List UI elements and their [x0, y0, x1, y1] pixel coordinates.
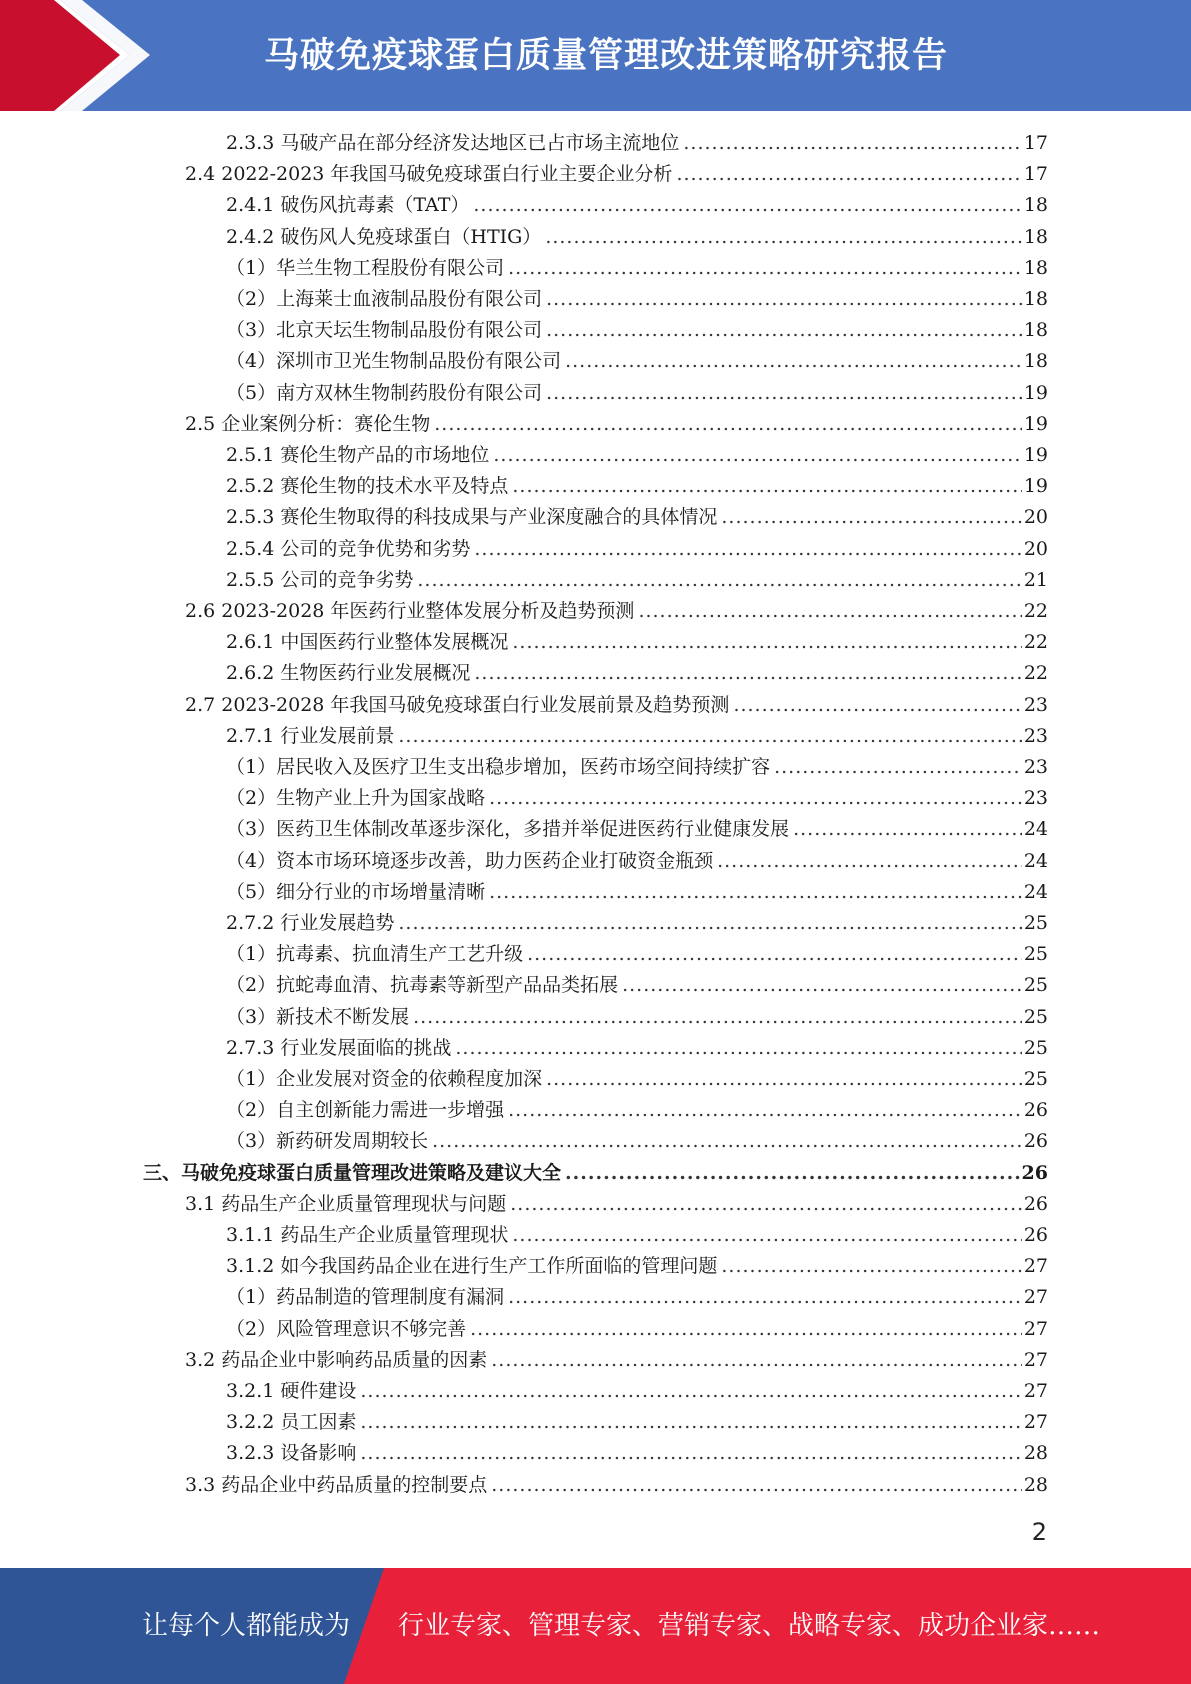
toc-entry[interactable]	[226, 534, 1048, 564]
toc-entry-title: 2.3.3 马破产品在部分经济发达地区已占市场主流地位	[226, 132, 680, 154]
toc-leader-dots	[398, 908, 1021, 938]
toc-entry-title: 2.4 2022-2023 年我国马破免疫球蛋白行业主要企业分析	[185, 163, 673, 186]
toc-entry-title: （2）上海莱士血液制品股份有限公司	[226, 288, 543, 310]
toc-entry-page: 24	[1023, 880, 1048, 903]
toc-entry-title: （5）细分行业的市场增量清晰	[226, 880, 486, 903]
toc-entry[interactable]	[226, 970, 1048, 1000]
toc-entry[interactable]	[185, 409, 1048, 439]
toc-entry-page: 27	[1023, 1255, 1048, 1278]
report-title: 马破免疫球蛋白质量管理改进策略研究报告	[264, 36, 949, 76]
toc-leader-dots	[508, 1095, 1022, 1125]
toc-entry-title: 3.2.2 员工因素	[226, 1411, 357, 1434]
toc-entry-title: 2.6.1 中国医药行业整体发展概况	[226, 631, 509, 654]
page-footer	[0, 1568, 1191, 1684]
toc-leader-dots	[473, 190, 1021, 220]
toc-entry-title: 2.5.4 公司的竞争优势和劣势	[226, 537, 471, 560]
toc-entry[interactable]	[226, 814, 1048, 844]
toc-leader-dots	[546, 315, 1022, 345]
toc-entry-title: 2.7.2 行业发展趋势	[226, 912, 395, 934]
toc-entry[interactable]	[226, 939, 1048, 969]
toc-leader-dots	[489, 783, 1022, 813]
toc-leader-dots	[622, 970, 1022, 1000]
toc-entry[interactable]	[226, 877, 1048, 907]
toc-entry-page: 22	[1023, 600, 1048, 622]
toc-entry-title: 3.1 药品生产企业质量管理现状与问题	[185, 1192, 507, 1215]
toc-entry-page: 20	[1023, 506, 1048, 529]
toc-leader-dots	[565, 1158, 1020, 1188]
toc-leader-dots	[491, 1470, 1022, 1500]
toc-entry-page: 27	[1023, 1348, 1048, 1371]
toc-entry-page: 25	[1023, 1036, 1048, 1059]
toc-entry-page: 18	[1023, 256, 1048, 279]
toc-entry-page: 26	[1023, 1224, 1048, 1246]
toc-entry[interactable]	[226, 1376, 1048, 1406]
toc-leader-dots	[721, 502, 1021, 532]
toc-entry-title: 2.4.1 破伤风抗毒素（TAT）	[226, 194, 470, 217]
toc-leader-dots	[434, 409, 1022, 439]
toc-leader-dots	[512, 627, 1021, 657]
toc-entry-page: 27	[1023, 1411, 1048, 1434]
toc-entry-page: 18	[1023, 225, 1048, 248]
toc-leader-dots	[474, 658, 1021, 688]
toc-entry-page: 18	[1023, 288, 1048, 310]
toc-leader-dots	[432, 1126, 1022, 1156]
toc-entry[interactable]	[226, 1314, 1048, 1344]
toc-entry-page: 19	[1023, 381, 1048, 404]
toc-entry-title: 2.5.2 赛伦生物的技术水平及特点	[226, 475, 509, 498]
toc-entry-title: （1）药品制造的管理制度有漏洞	[226, 1286, 505, 1309]
toc-entry[interactable]	[185, 596, 1048, 626]
toc-entry[interactable]	[226, 222, 1048, 252]
toc-entry-page: 26	[1023, 1130, 1048, 1153]
toc-leader-dots	[546, 284, 1022, 314]
toc-entry[interactable]	[226, 1438, 1048, 1468]
toc-entry-page: 20	[1023, 537, 1048, 560]
toc-entry[interactable]	[185, 159, 1048, 189]
toc-entry[interactable]	[226, 1126, 1048, 1156]
toc-entry-page: 21	[1023, 568, 1048, 591]
toc-leader-dots	[565, 346, 1022, 376]
page-number: 2	[1031, 1518, 1047, 1546]
toc-entry-page: 25	[1023, 1068, 1048, 1090]
toc-entry[interactable]	[185, 1189, 1048, 1219]
toc-leader-dots	[733, 690, 1021, 720]
toc-leader-dots	[512, 471, 1021, 501]
toc-leader-dots	[360, 1407, 1021, 1437]
toc-entry[interactable]	[226, 627, 1048, 657]
toc-entry[interactable]	[226, 128, 1048, 158]
toc-leader-dots	[510, 1189, 1022, 1219]
toc-entry-title: 2.5 企业案例分析：赛伦生物	[185, 412, 431, 435]
toc-entry-title: 2.7.3 行业发展面临的挑战	[226, 1036, 452, 1059]
toc-entry-title: （3）医药卫生体制改革逐步深化，多措并举促进医药行业健康发展	[226, 818, 790, 841]
toc-entry-page: 27	[1023, 1317, 1048, 1340]
toc-entry-title: （1）抗毒素、抗血清生产工艺升级	[226, 943, 524, 966]
toc-entry[interactable]	[226, 190, 1048, 220]
toc-leader-dots	[527, 939, 1022, 969]
toc-entry[interactable]	[185, 690, 1048, 720]
toc-entry-title: 2.7.1 行业发展前景	[226, 724, 395, 747]
toc-entry-page: 25	[1023, 912, 1048, 934]
toc-entry-page: 26	[1023, 1099, 1048, 1122]
toc-entry-title: （2）生物产业上升为国家战略	[226, 787, 486, 810]
toc-entry-page: 28	[1023, 1442, 1048, 1465]
toc-entry-page: 26	[1023, 1192, 1048, 1215]
toc-entry-title: （4）深圳市卫光生物制品股份有限公司	[226, 350, 562, 373]
footer-slogan-right: 行业专家、管理专家、营销专家、战略专家、成功企业家……	[398, 1611, 1101, 1641]
toc-entry-title: 三、马破免疫球蛋白质量管理改进策略及建议大全	[143, 1161, 562, 1184]
toc-entry[interactable]	[226, 783, 1048, 813]
toc-entry[interactable]	[226, 253, 1048, 283]
toc-entry-page: 22	[1023, 631, 1048, 654]
toc-entry-title: 2.5.3 赛伦生物取得的科技成果与产业深度融合的具体情况	[226, 506, 718, 529]
toc-leader-dots	[512, 1220, 1021, 1250]
toc-entry-page: 27	[1023, 1286, 1048, 1309]
toc-entry-title: （2）自主创新能力需进一步增强	[226, 1099, 505, 1122]
toc-entry[interactable]	[226, 378, 1048, 408]
toc-entry-title: 3.3 药品企业中药品质量的控制要点	[185, 1473, 488, 1496]
toc-leader-dots	[417, 565, 1021, 595]
toc-entry[interactable]	[226, 908, 1048, 938]
toc-leader-dots	[793, 814, 1022, 844]
toc-entry-title: 3.2.1 硬件建设	[226, 1380, 357, 1402]
toc-entry-title: （3）新药研发周期较长	[226, 1130, 429, 1153]
toc-entry-page: 19	[1023, 444, 1048, 466]
toc-entry-page: 18	[1023, 350, 1048, 373]
toc-entry[interactable]	[226, 1033, 1048, 1063]
toc-leader-dots	[546, 1064, 1022, 1094]
toc-entry-title: （1）华兰生物工程股份有限公司	[226, 256, 505, 279]
toc-entry[interactable]	[226, 1002, 1048, 1032]
toc-entry[interactable]	[226, 315, 1048, 345]
page-header	[0, 0, 1191, 111]
toc-entry[interactable]	[185, 1470, 1048, 1500]
toc-entry-page: 25	[1023, 943, 1048, 966]
toc-entry-page: 18	[1023, 319, 1048, 342]
toc-entry-title: （1）企业发展对资金的依赖程度加深	[226, 1068, 543, 1090]
toc-entry[interactable]	[226, 1282, 1048, 1312]
toc-entry[interactable]	[226, 502, 1048, 532]
toc-entry[interactable]	[226, 284, 1048, 314]
toc-entry-page: 23	[1023, 756, 1048, 778]
toc-leader-dots	[545, 222, 1022, 252]
toc-entry-title: 3.1.2 如今我国药品企业在进行生产工作所面临的管理问题	[226, 1255, 718, 1278]
toc-entry-title: （2）抗蛇毒血清、抗毒素等新型产品品类拓展	[226, 974, 619, 997]
toc-leader-dots	[491, 1345, 1022, 1375]
toc-leader-dots	[638, 596, 1021, 626]
toc-entry[interactable]	[226, 1220, 1048, 1250]
toc-entry[interactable]	[185, 1345, 1048, 1375]
toc-entry-page: 17	[1023, 163, 1048, 186]
toc-entry-title: 3.2 药品企业中影响药品质量的因素	[185, 1348, 488, 1371]
toc-entry[interactable]	[226, 346, 1048, 376]
toc-leader-dots	[489, 877, 1022, 907]
toc-entry-page: 17	[1023, 132, 1048, 154]
toc-leader-dots	[546, 378, 1022, 408]
toc-leader-dots	[721, 1251, 1021, 1281]
toc-leader-dots	[683, 128, 1021, 158]
toc-leader-dots	[470, 1314, 1022, 1344]
toc-entry-page: 22	[1023, 662, 1048, 685]
toc-entry-page: 24	[1023, 818, 1048, 841]
toc-entry-page: 26	[1021, 1161, 1048, 1184]
toc-entry-title: 2.6 2023-2028 年医药行业整体发展分析及趋势预测	[185, 600, 635, 622]
toc-entry-page: 18	[1023, 194, 1048, 217]
toc-entry-page: 25	[1023, 1005, 1048, 1028]
footer-slogan-left: 让每个人都能成为	[142, 1611, 351, 1641]
toc-entry[interactable]	[143, 1158, 1048, 1188]
toc-entry-title: （2）风险管理意识不够完善	[226, 1317, 467, 1340]
toc-entry-title: 2.4.2 破伤风人免疫球蛋白（HTIG）	[226, 225, 542, 248]
toc-entry-title: （4）资本市场环境逐步改善，助力医药企业打破资金瓶颈	[226, 849, 714, 872]
toc-entry-title: 2.5.1 赛伦生物产品的市场地位	[226, 444, 490, 466]
toc-entry[interactable]	[226, 846, 1048, 876]
toc-entry-page: 19	[1023, 475, 1048, 498]
toc-entry-page: 25	[1023, 974, 1048, 997]
toc-entry-page: 28	[1023, 1473, 1048, 1496]
toc-entry-title: 2.6.2 生物医药行业发展概况	[226, 662, 471, 685]
toc-entry[interactable]	[226, 1251, 1048, 1281]
toc-entry[interactable]	[226, 471, 1048, 501]
toc-leader-dots	[398, 721, 1021, 751]
toc-entry-title: 2.5.5 公司的竞争劣势	[226, 568, 414, 591]
toc-leader-dots	[676, 159, 1021, 189]
toc-entry-title: （1）居民收入及医疗卫生支出稳步增加，医药市场空间持续扩容	[226, 756, 771, 778]
toc-leader-dots	[455, 1033, 1021, 1063]
toc-entry[interactable]	[226, 752, 1048, 782]
toc-entry-title: 3.2.3 设备影响	[226, 1442, 357, 1465]
toc-leader-dots	[508, 253, 1022, 283]
toc-leader-dots	[360, 1438, 1021, 1468]
toc-entry-page: 19	[1023, 412, 1048, 435]
toc-entry-page: 24	[1023, 849, 1048, 872]
toc-entry-page: 23	[1023, 787, 1048, 810]
toc-entry[interactable]	[226, 1095, 1048, 1125]
toc-leader-dots	[474, 534, 1021, 564]
toc-leader-dots	[774, 752, 1022, 782]
toc-entry[interactable]	[226, 565, 1048, 595]
toc-entry[interactable]	[226, 440, 1048, 470]
toc-entry-title: （3）北京天坛生物制品股份有限公司	[226, 319, 543, 342]
toc-entry-title: 3.1.1 药品生产企业质量管理现状	[226, 1224, 509, 1246]
toc-entry-title: （5）南方双林生物制药股份有限公司	[226, 381, 543, 404]
toc-entry-title: （3）新技术不断发展	[226, 1005, 410, 1028]
toc-entry[interactable]	[226, 1407, 1048, 1437]
toc-entry-page: 27	[1023, 1380, 1048, 1402]
toc-entry-title: 2.7 2023-2028 年我国马破免疫球蛋白行业发展前景及趋势预测	[185, 693, 730, 716]
toc-entry[interactable]	[226, 721, 1048, 751]
toc-entry-page: 23	[1023, 693, 1048, 716]
toc-leader-dots	[413, 1002, 1022, 1032]
toc-entry[interactable]	[226, 658, 1048, 688]
toc-leader-dots	[360, 1376, 1021, 1406]
toc-entry[interactable]	[226, 1064, 1048, 1094]
toc-leader-dots	[717, 846, 1022, 876]
toc-leader-dots	[493, 440, 1021, 470]
toc-leader-dots	[508, 1282, 1022, 1312]
toc-entry-page: 23	[1023, 724, 1048, 747]
